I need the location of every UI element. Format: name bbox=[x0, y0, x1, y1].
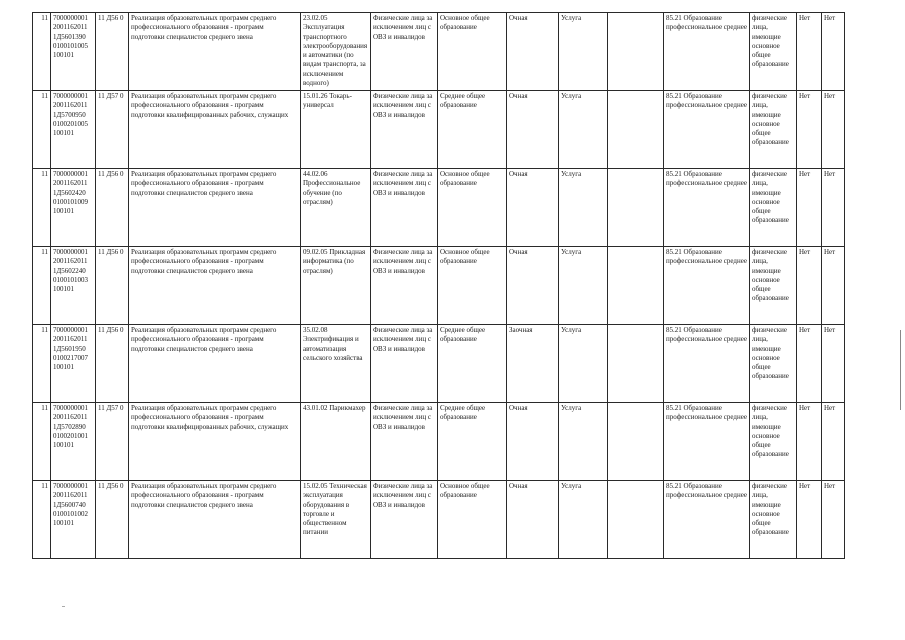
registry-code-cell: 7000000001 2001162011 1Д5601950 0100217007 100101 bbox=[51, 325, 96, 403]
service-name-cell: Реализация образовательных программ среднего профессионального образования - программ подготовки специалистов среднего звена bbox=[129, 169, 301, 247]
flag-two-cell: Нет bbox=[822, 325, 845, 403]
scan-dust bbox=[62, 606, 65, 607]
education-base-cell: Среднее общее образование bbox=[438, 403, 507, 481]
flag-two-cell: Нет bbox=[822, 13, 845, 91]
education-base-cell: Основное общее образование bbox=[438, 13, 507, 91]
okved-code-cell: 85.21 Образование профессиональное среднее bbox=[664, 247, 750, 325]
program-code-cell: 11 Д57 0 bbox=[96, 91, 129, 169]
consumer-category-cell: Физические лица за исключением лиц с ОВЗ и инвалидов bbox=[371, 169, 438, 247]
flag-two-cell: Нет bbox=[822, 403, 845, 481]
study-form-cell: Очная bbox=[507, 247, 559, 325]
flag-two-cell: Нет bbox=[822, 169, 845, 247]
okved-code-cell: 85.21 Образование профессиональное среднее bbox=[664, 403, 750, 481]
program-code-cell: 11 Д56 0 bbox=[96, 13, 129, 91]
flag-one-cell: Нет bbox=[797, 91, 822, 169]
row-number-cell: 11 bbox=[33, 91, 51, 169]
education-base-cell: Среднее общее образование bbox=[438, 91, 507, 169]
specialty-cell: 43.01.02 Парикмахер bbox=[301, 403, 371, 481]
consumers-cell: физические лица, имеющие основное общее образование bbox=[750, 481, 797, 559]
flag-two-cell: Нет bbox=[822, 91, 845, 169]
service-name-cell: Реализация образовательных программ среднего профессионального образования - программ подготовки квалифицированных рабочих, служащих bbox=[129, 91, 301, 169]
flag-one-cell: Нет bbox=[797, 403, 822, 481]
table-row bbox=[33, 91, 845, 169]
specialty-cell: 23.02.05 Эксплуатация транспортного электрооборудования и автоматики (по видам транспорта, за исключением водного) bbox=[301, 13, 371, 91]
table-row bbox=[33, 169, 845, 247]
record-type-cell: Услуга bbox=[559, 13, 608, 91]
study-form-cell: Заочная bbox=[507, 325, 559, 403]
consumer-category-cell: Физические лица за исключением лиц с ОВЗ и инвалидов bbox=[371, 13, 438, 91]
okved-code-cell: 85.21 Образование профессиональное среднее bbox=[664, 91, 750, 169]
study-form-cell: Очная bbox=[507, 169, 559, 247]
program-code-cell: 11 Д56 0 bbox=[96, 325, 129, 403]
registry-rows bbox=[33, 13, 845, 559]
record-type-cell: Услуга bbox=[559, 169, 608, 247]
table-row bbox=[33, 403, 845, 481]
empty-cell-cell bbox=[608, 325, 664, 403]
okved-code-cell: 85.21 Образование профессиональное среднее bbox=[664, 481, 750, 559]
service-registry-table bbox=[32, 12, 845, 559]
study-form-cell: Очная bbox=[507, 91, 559, 169]
flag-one-cell: Нет bbox=[797, 247, 822, 325]
service-name-cell: Реализация образовательных программ среднего профессионального образования - программ подготовки специалистов среднего звена bbox=[129, 481, 301, 559]
consumer-category-cell: Физические лица за исключением лиц с ОВЗ и инвалидов bbox=[371, 403, 438, 481]
program-code-cell: 11 Д57 0 bbox=[96, 403, 129, 481]
specialty-cell: 09.02.05 Прикладная информатика (по отраслям) bbox=[301, 247, 371, 325]
empty-cell-cell bbox=[608, 481, 664, 559]
specialty-cell: 44.02.06 Профессиональное обучение (по отраслям) bbox=[301, 169, 371, 247]
consumers-cell: физические лица, имеющие основное общее образование bbox=[750, 91, 797, 169]
row-number-cell: 11 bbox=[33, 13, 51, 91]
consumer-category-cell: Физические лица за исключением лиц с ОВЗ и инвалидов bbox=[371, 247, 438, 325]
empty-cell-cell bbox=[608, 247, 664, 325]
service-name-cell: Реализация образовательных программ среднего профессионального образования - программ подготовки специалистов среднего звена bbox=[129, 247, 301, 325]
education-base-cell: Основное общее образование bbox=[438, 247, 507, 325]
education-base-cell: Среднее общее образование bbox=[438, 325, 507, 403]
row-number-cell: 11 bbox=[33, 247, 51, 325]
registry-code-cell: 7000000001 2001162011 1Д5601390 0100101005 100101 bbox=[51, 13, 96, 91]
education-base-cell: Основное общее образование bbox=[438, 481, 507, 559]
registry-code-cell: 7000000001 2001162011 1Д5602240 0100101003 100101 bbox=[51, 247, 96, 325]
registry-code-cell: 7000000001 2001162011 1Д5600740 0100101002 100101 bbox=[51, 481, 96, 559]
study-form-cell: Очная bbox=[507, 403, 559, 481]
scan-edge-mark bbox=[900, 330, 901, 410]
flag-one-cell: Нет bbox=[797, 169, 822, 247]
study-form-cell: Очная bbox=[507, 481, 559, 559]
specialty-cell: 35.02.08 Электрификация и автоматизация сельского хозяйства bbox=[301, 325, 371, 403]
empty-cell-cell bbox=[608, 13, 664, 91]
record-type-cell: Услуга bbox=[559, 481, 608, 559]
okved-code-cell: 85.21 Образование профессиональное среднее bbox=[664, 325, 750, 403]
service-name-cell: Реализация образовательных программ среднего профессионального образования - программ подготовки квалифицированных рабочих, служащих bbox=[129, 403, 301, 481]
flag-one-cell: Нет bbox=[797, 481, 822, 559]
empty-cell-cell bbox=[608, 169, 664, 247]
row-number-cell: 11 bbox=[33, 403, 51, 481]
flag-two-cell: Нет bbox=[822, 247, 845, 325]
registry-code-cell: 7000000001 2001162011 1Д5700950 0100201005 100101 bbox=[51, 91, 96, 169]
empty-cell-cell bbox=[608, 91, 664, 169]
specialty-cell: 15.02.05 Техническая эксплуатация оборудования в торговле и общественном питании bbox=[301, 481, 371, 559]
service-name-cell: Реализация образовательных программ среднего профессионального образования - программ подготовки специалистов среднего звена bbox=[129, 13, 301, 91]
record-type-cell: Услуга bbox=[559, 247, 608, 325]
row-number-cell: 11 bbox=[33, 481, 51, 559]
consumer-category-cell: Физические лица за исключением лиц с ОВЗ и инвалидов bbox=[371, 91, 438, 169]
program-code-cell: 11 Д56 0 bbox=[96, 247, 129, 325]
consumer-category-cell: Физические лица за исключением лиц с ОВЗ и инвалидов bbox=[371, 325, 438, 403]
consumers-cell: физические лица, имеющие основное общее образование bbox=[750, 169, 797, 247]
consumers-cell: физические лица, имеющие основное общее образование bbox=[750, 325, 797, 403]
program-code-cell: 11 Д56 0 bbox=[96, 169, 129, 247]
empty-cell-cell bbox=[608, 403, 664, 481]
record-type-cell: Услуга bbox=[559, 91, 608, 169]
row-number-cell: 11 bbox=[33, 325, 51, 403]
flag-one-cell: Нет bbox=[797, 13, 822, 91]
specialty-cell: 15.01.26 Токарь-универсал bbox=[301, 91, 371, 169]
consumers-cell: физические лица, имеющие основное общее образование bbox=[750, 403, 797, 481]
service-name-cell: Реализация образовательных программ среднего профессионального образования - программ подготовки специалистов среднего звена bbox=[129, 325, 301, 403]
program-code-cell: 11 Д56 0 bbox=[96, 481, 129, 559]
consumers-cell: физические лица, имеющие основное общее образование bbox=[750, 247, 797, 325]
consumer-category-cell: Физические лица за исключением лиц с ОВЗ и инвалидов bbox=[371, 481, 438, 559]
flag-one-cell: Нет bbox=[797, 325, 822, 403]
registry-code-cell: 7000000001 2001162011 1Д5702890 0100201001 100101 bbox=[51, 403, 96, 481]
okved-code-cell: 85.21 Образование профессиональное среднее bbox=[664, 13, 750, 91]
flag-two-cell: Нет bbox=[822, 481, 845, 559]
registry-code-cell: 7000000001 2001162011 1Д5602420 0100101009 100101 bbox=[51, 169, 96, 247]
row-number-cell: 11 bbox=[33, 169, 51, 247]
table-row bbox=[33, 481, 845, 559]
study-form-cell: Очная bbox=[507, 13, 559, 91]
table-row bbox=[33, 247, 845, 325]
table-row bbox=[33, 325, 845, 403]
record-type-cell: Услуга bbox=[559, 325, 608, 403]
okved-code-cell: 85.21 Образование профессиональное среднее bbox=[664, 169, 750, 247]
record-type-cell: Услуга bbox=[559, 403, 608, 481]
education-base-cell: Основное общее образование bbox=[438, 169, 507, 247]
consumers-cell: физические лица, имеющие основное общее образование bbox=[750, 13, 797, 91]
table-row bbox=[33, 13, 845, 91]
